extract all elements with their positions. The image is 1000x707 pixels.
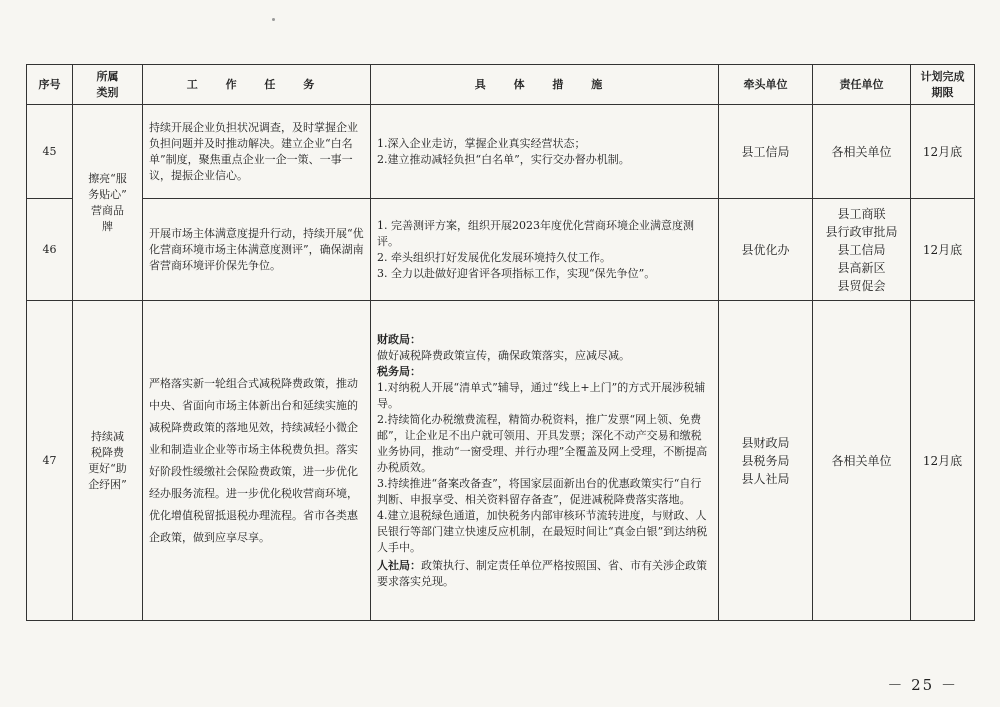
lead-unit: 县财政局 — [741, 435, 790, 450]
table-row — [27, 105, 975, 199]
measure-line: 1.深入企业走访，掌握企业真实经营状态； — [377, 136, 586, 150]
header-task: 工 作 任 务 — [143, 65, 371, 105]
row-seq: 45 — [27, 105, 73, 199]
row-responsible: 各相关单位 — [813, 301, 911, 621]
row-deadline: 12月底 — [911, 105, 975, 199]
header-measures: 具 体 措 施 — [371, 65, 719, 105]
row-seq: 46 — [27, 199, 73, 301]
finance-bureau-title: 财政局： — [377, 332, 421, 346]
header-lead: 牵头单位 — [719, 65, 813, 105]
row-responsible: 各相关单位 — [813, 105, 911, 199]
row-category: 持续减 税降费 更好“助 企纾困” — [73, 301, 143, 621]
row-task: 持续开展企业负担状况调查，及时掌握企业负担问题并及时推动解决。建立企业“白名单”制度，聚焦重点企业一企一策、一事一议，提振企业信心。 — [143, 105, 371, 199]
finance-bureau-measure: 做好减税降费政策宣传，确保政策落实，应减尽减。 — [377, 348, 630, 362]
lead-unit: 县人社局 — [741, 471, 790, 486]
row-measures — [371, 199, 719, 301]
header-category: 所属 类别 — [73, 65, 143, 105]
measure-line: 1. 完善测评方案，组织开展2023年度优化营商环境企业满意度测评。 — [377, 218, 694, 248]
measure-line: 3. 全力以赴做好迎省评各项指标工作，实现“保先争位”。 — [377, 266, 656, 280]
responsible-unit: 县贸促会 — [837, 278, 886, 293]
header-seq: 序号 — [27, 65, 73, 105]
hr-bureau-title: 人社局： — [377, 558, 421, 572]
row-category: 擦亮“服 务贴心” 营商品 牌 — [73, 105, 143, 301]
measure-line: 2. 牵头组织打好发展优化发展环境持久仗工作。 — [377, 250, 611, 264]
responsible-unit: 县行政审批局 — [825, 224, 898, 239]
row-task: 严格落实新一轮组合式减税降费政策，推动中央、省面向市场主体新出台和延续实施的减税降费政策的落地见效，持续减轻小微企业和制造业企业等市场主体税费负担。落实好阶段性缓缴社会保险费政策，进一步优化经办服务流程。进一步优化税收营商环境，优化增值税留抵退税办理流程。省市各类惠企政策，做到应享尽享。 — [143, 301, 371, 621]
table-header-row — [27, 65, 975, 105]
responsible-unit: 县工信局 — [837, 242, 886, 257]
tax-bureau-title: 税务局： — [377, 364, 421, 378]
row-task: 开展市场主体满意度提升行动，持续开展“优化营商环境市场主体满意度测评”，确保湖南省营商环境评价保先争位。 — [143, 199, 371, 301]
row-lead — [719, 301, 813, 621]
tax-measure-line: 1.对纳税人开展“清单式”辅导，通过“线上+上门”的方式开展涉税辅导。 — [377, 380, 706, 410]
row-lead: 县工信局 — [719, 105, 813, 199]
row-measures — [371, 105, 719, 199]
page-number: － 25 － — [887, 676, 958, 694]
header-responsible: 责任单位 — [813, 65, 911, 105]
hr-bureau-measure — [377, 558, 712, 590]
row-seq: 47 — [27, 301, 73, 621]
row-lead: 县优化办 — [719, 199, 813, 301]
tax-measure-line: 4.建立退税绿色通道，加快税务内部审核环节流转进度，与财政、人民银行等部门建立快速反应机制，在最短时间让“真金白银”到达纳税人手中。 — [377, 508, 708, 554]
measure-line: 2.建立推动减轻负担“白名单”，实行交办督办机制。 — [377, 152, 630, 166]
row-deadline: 12月底 — [911, 199, 975, 301]
row-measures — [371, 301, 719, 621]
tax-measure-line: 2.持续简化办税缴费流程，精简办税资料，推广发票“网上领、免费邮”，让企业足不出户就可领用、开具发票；深化不动产交易和缴税业务协同，推动“一窗受理、并行办理”全覆盖及网上受理，不断提高办税质效。 — [377, 412, 708, 474]
row-deadline: 12月底 — [911, 301, 975, 621]
hr-bureau-text: 政策执行、制定责任单位严格按照国、省、市有关涉企政策要求落实兑现。 — [377, 558, 707, 588]
table-row — [27, 199, 975, 301]
work-task-table — [26, 64, 975, 621]
row-responsible — [813, 199, 911, 301]
table-row — [27, 301, 975, 621]
lead-unit: 县税务局 — [741, 453, 790, 468]
tax-measure-line: 3.持续推进“备案改备查”，将国家层面新出台的优惠政策实行“自行判断、申报享受、相关资料留存备查”，促进减税降费落实落地。 — [377, 476, 702, 506]
header-deadline: 计划完成 期限 — [911, 65, 975, 105]
responsible-unit: 县工商联 — [837, 206, 886, 221]
scan-speck — [272, 18, 275, 21]
responsible-unit: 县高新区 — [837, 260, 886, 275]
